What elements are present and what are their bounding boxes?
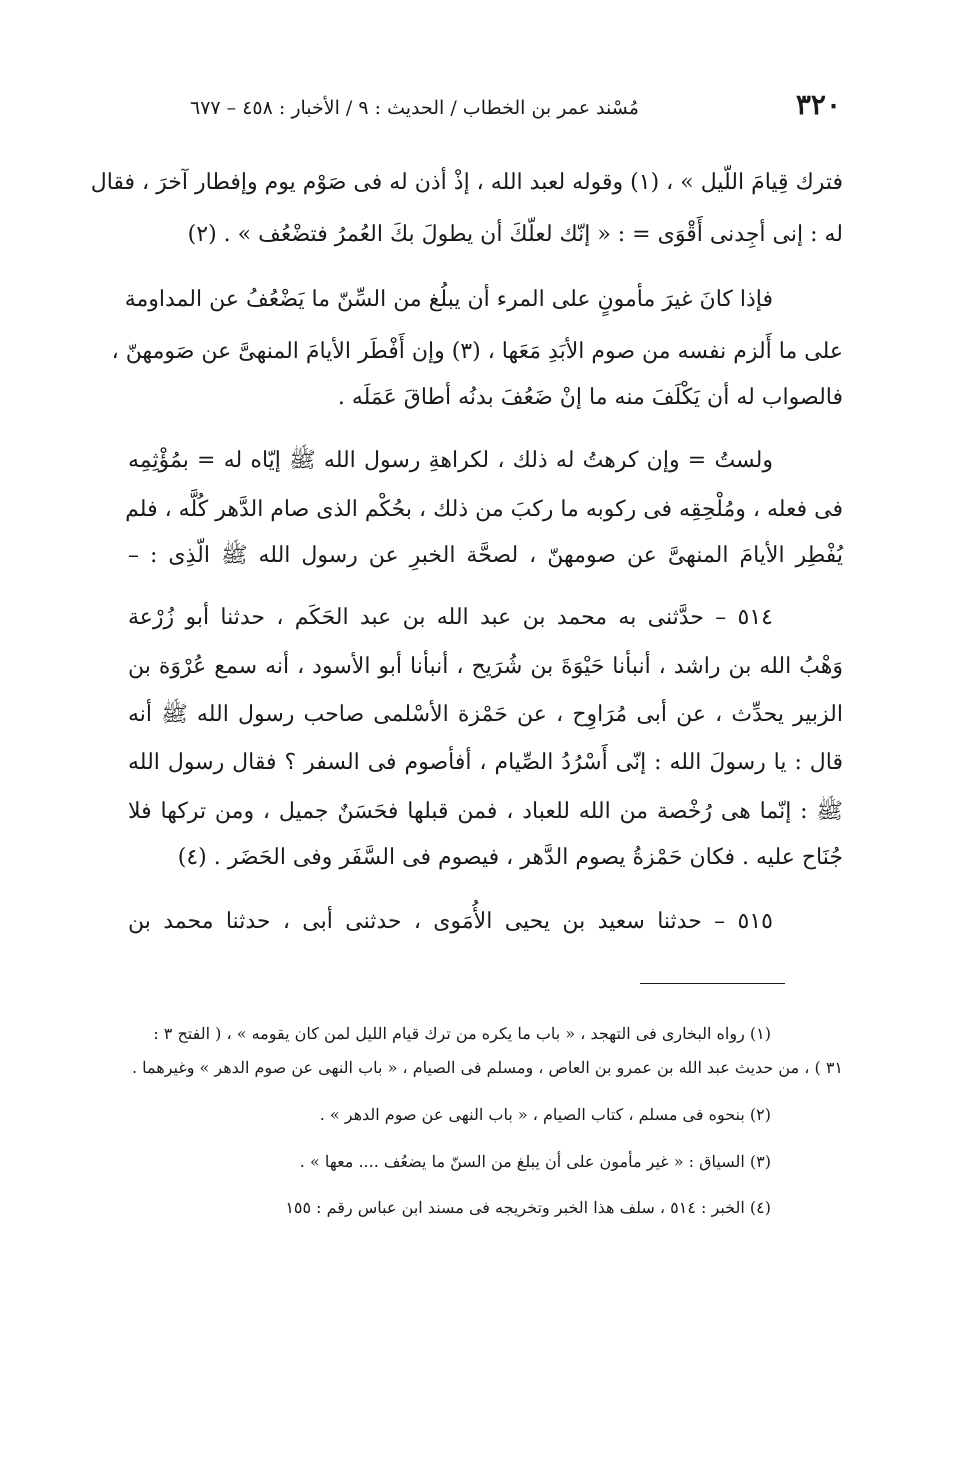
page-number: ٣٢٠	[795, 88, 841, 121]
page-header	[130, 88, 841, 128]
body-line: له : إنى أجِدنى أَقْوَى = : « إنّك لعلّكَ أن يطولَ بكَ العُمرُ فتضْعُف » . (٢)	[187, 222, 843, 247]
body-line: جُنَاح عليه . فكان حَمْزةُ يصوم الدَّهر ، فيصوم فى السَّفَر وفى الحَضَر . (٤)	[177, 845, 843, 870]
footnote-separator	[640, 983, 785, 984]
hadith-number-514: ٥١٤ – حدَّثنى به محمد بن عبد الله بن عبد الحَكَم ، حدثنا أبو زُرْعة	[128, 605, 773, 630]
footnote-1-continued: ٣١ ) ، من حديث عبد الله بن عمرو بن العاص ، ومسلم فى الصيام ، « باب النهى عن صوم الدهر » وغيرهما .	[131, 1058, 843, 1077]
body-line: فالصواب له أن يَكْلَفَ منه ما إنْ ضَعُفَ بدنُه أطاقَ عَمَلَه .	[337, 385, 843, 410]
body-line: فترك قِيامَ اللّيل » ، (١) وقوله لعبد الله ، إذْ أذن له فى صَوْم يوم وإفطار آخرَ ، فقال	[90, 170, 843, 195]
body-line: يُفْطِر الأيامَ المنهىَّ عن صومهنّ ، لصحَّة الخبرِ عن رسول الله ﷺ الّذِى : –	[128, 543, 843, 568]
footnote-2: (٢) بنحوه فى مسلم ، كتاب الصيام ، « باب النهى عن صوم الدهر » .	[319, 1105, 771, 1124]
body-line: قال : يا رسولَ الله : إنّى أَسْرُدُ الصِّيام ، أفأصوم فى السفر ؟ فقال رسول الله	[128, 750, 843, 775]
body-line: ولستُ = وإن كرهتُ له ذلك ، لكراهةِ رسول الله ﷺ إيّاه له = بمُؤْثِمِه	[128, 448, 773, 473]
body-line: فإذا كانَ غيرَ مأمونٍ على المرء أن يبلُغ من السِّنّ ما يَضْعُفُ عن المداومة	[124, 287, 773, 312]
footnote-1: (١) رواه البخارى فى التهجد ، « باب ما يكره من ترك قيام الليل لمن كان يقومه » ، ( الفتح ٣ :	[153, 1024, 771, 1043]
body-line: وَهْبُ الله بن راشد ، أنبأنا حَيْوَةَ بن شُرَيح ، أنبأنا أبو الأسود ، أنه سمع عُرْوَة بن	[128, 654, 843, 679]
footnote-3: (٣) السياق : « غير مأمون على أن يبلغ من السنّ ما يضعُف .... معها » .	[299, 1152, 771, 1171]
body-line: الزبير يحدِّث ، عن أبى مُرَاوِح ، عن حَمْزة الأسْلمى صاحب رسول الله ﷺ أنه	[128, 702, 843, 727]
body-line: فى فعله ، ومُلْحِقِه فى ركوبه ما ركبَ من ذلك ، بحُكْم الذى صام الدَّهر كُلَّه ، فلم	[125, 497, 843, 522]
body-line: ﷺ : إنّما هى رُخْصة من الله للعباد ، فمن قبلها فحَسَنٌ جميل ، ومن تركها فلا	[128, 799, 843, 824]
body-line: على ما أَلزم نفسه من صوم الأبَدِ مَعَها ، (٣) وإن أَفْطَر الأيامَ المنهىَّ عن صَومهنّ ،	[111, 339, 843, 364]
hadith-number-515: ٥١٥ – حدثنا سعيد بن يحيى الأُمَوى ، حدثنى أبى ، حدثنا محمد بن	[128, 909, 773, 934]
footnote-4: (٤) الخبر : ٥١٤ ، سلف هذا الخبر وتخريجه فى مسند ابن عباس رقم : ١٥٥	[285, 1198, 771, 1217]
running-title: مُسْند عمر بن الخطاب / الحديث : ٩ / الأخبار : ٤٥٨ – ٦٧٧	[190, 97, 639, 119]
